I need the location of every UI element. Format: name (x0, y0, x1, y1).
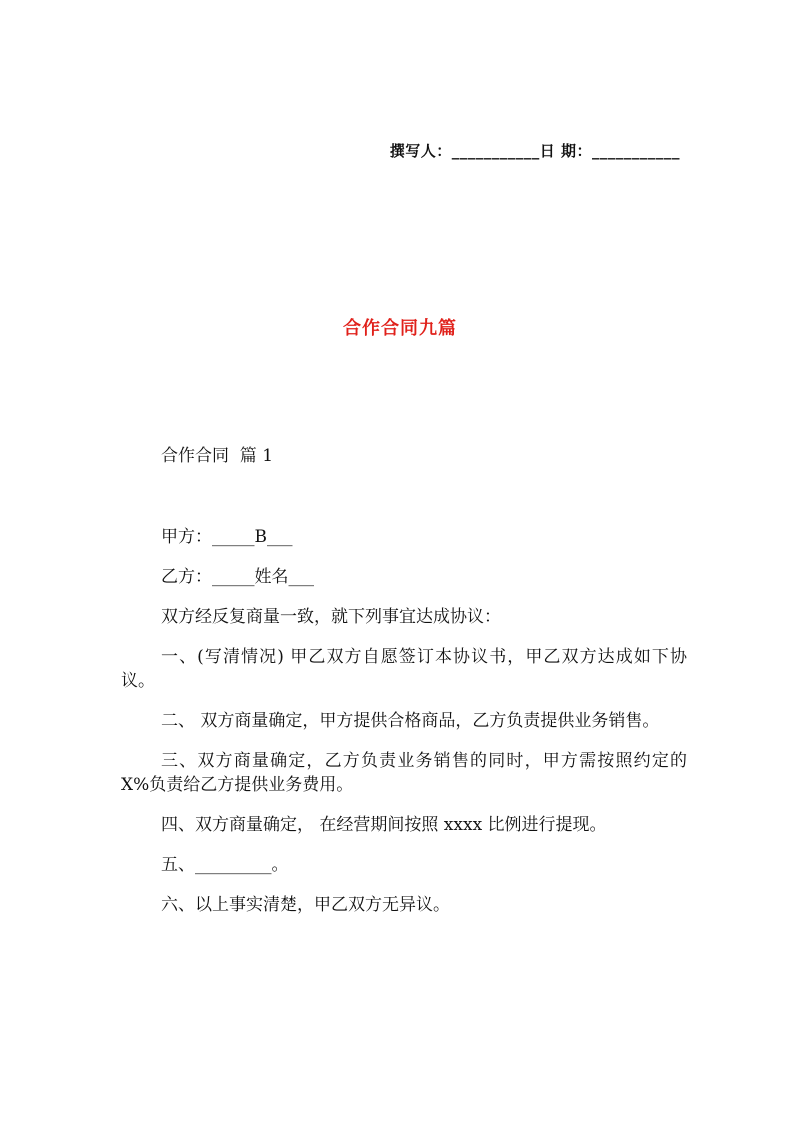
party-a-line: 甲方：_____B___ (161, 527, 293, 547)
clause-1: 一、(写清情况) 甲乙双方自愿签订本协议书，甲乙双方达成如下协议。 (121, 647, 687, 691)
author-date-line: 撰写人：___________日 期：___________ (389, 142, 680, 160)
clause-3: 三、双方商量确定，乙方负责业务销售的同时，甲方需按照约定的 X%负责给乙方提供业务费用。 (121, 751, 687, 795)
agreement-intro: 双方经反复商量一致，就下列事宜达成协议： (161, 607, 501, 627)
clause-2: 二、 双方商量确定，甲方提供合格商品，乙方负责提供业务销售。 (161, 711, 660, 731)
contract-body (121, 525, 687, 933)
clause-6: 六、以上事实清楚，甲乙双方无异议。 (161, 895, 450, 915)
clause-5: 五、_________。 (161, 855, 289, 875)
party-b-line: 乙方：_____姓名___ (161, 567, 314, 587)
clause-4: 四、双方商量确定， 在经营期间按照 xxxx 比例进行提现。 (161, 815, 607, 835)
document-title: 合作合同九篇 (343, 318, 457, 339)
section-heading: 合作合同 篇 1 (161, 446, 274, 466)
